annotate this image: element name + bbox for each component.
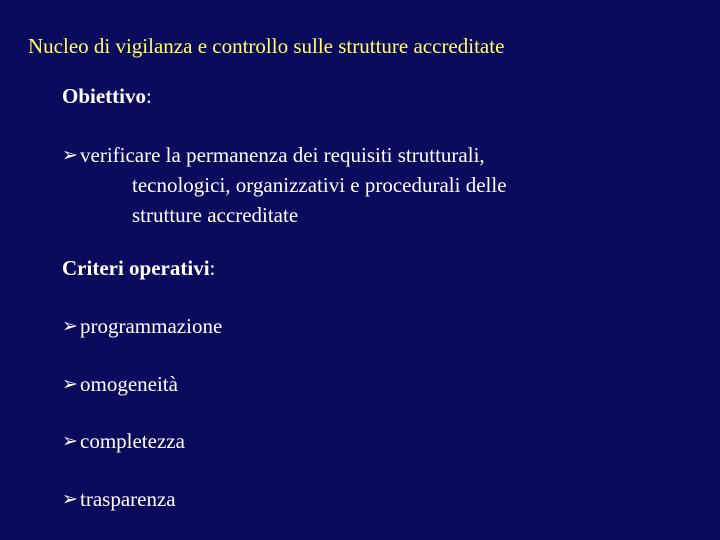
slide-title: Nucleo di vigilanza e controllo sulle strutture accreditate xyxy=(28,34,505,58)
section-heading-colon: : xyxy=(209,256,216,280)
bullet-text: programmazione xyxy=(80,314,223,338)
section-heading-colon: : xyxy=(146,84,152,108)
bullet-text xyxy=(80,140,600,230)
bullet-text: completezza xyxy=(80,429,185,453)
bullet-omogeneita xyxy=(62,369,178,399)
right-arrowhead-icon: ➢ xyxy=(62,430,78,452)
bullet-trasparenza xyxy=(62,484,176,514)
section-heading-label: Obiettivo xyxy=(62,84,146,108)
bullet-text: omogeneità xyxy=(80,372,178,396)
bullet-verificare xyxy=(62,140,600,230)
bullet-text: trasparenza xyxy=(80,487,176,511)
bullet-programmazione xyxy=(62,311,222,341)
section-heading-criteri xyxy=(62,256,215,281)
bullet-line: tecnologici, organizzativi e procedurali delle xyxy=(132,173,507,197)
bullet-completezza xyxy=(62,426,185,456)
section-heading-obiettivo xyxy=(62,84,152,109)
section-heading-label: Criteri operativi xyxy=(62,256,210,280)
right-arrowhead-icon: ➢ xyxy=(62,488,78,510)
right-arrowhead-icon: ➢ xyxy=(62,144,78,166)
bullet-line: strutture accreditate xyxy=(132,203,299,227)
right-arrowhead-icon: ➢ xyxy=(62,315,78,337)
right-arrowhead-icon: ➢ xyxy=(62,373,78,395)
bullet-line: verificare la permanenza dei requisiti strutturali, xyxy=(80,143,485,167)
